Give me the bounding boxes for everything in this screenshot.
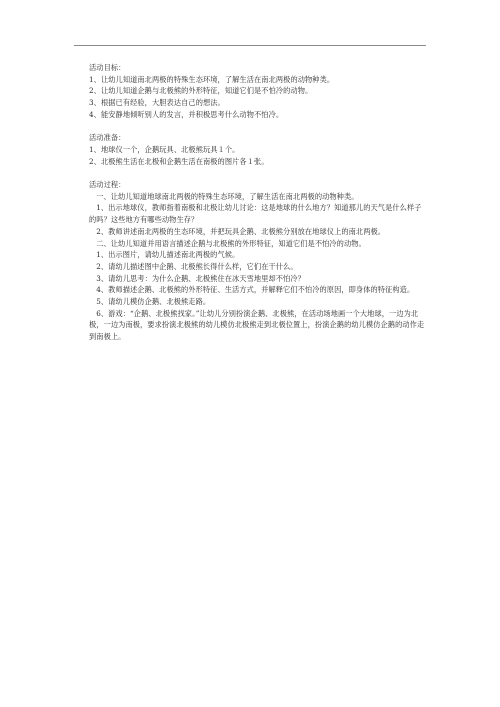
process-paragraph-6: 2、请幼儿描述图中企鹅、北极熊长得什么样，它们在干什么。 [96, 261, 298, 271]
process-paragraph-10: 6、游戏：“企鹅、北极熊找家。”让幼儿分别扮演企鹅、北极熊，在活动场地画一个大地球，一边为北极，一边为南极，要求扮演北极熊的幼儿模仿北极熊走到北极位置上，扮演企鹅的幼儿模仿企鹅的动作走到南极上。 [89, 308, 425, 342]
header-rule [74, 45, 426, 46]
objectives-section [89, 62, 427, 121]
preparation-item-2: 2、北极熊生活在北极和企鹅生活在南极的图片各１张。 [89, 156, 269, 166]
preparation-section [89, 132, 427, 167]
process-paragraph-3: 2、教师讲述南北两极的生态环境，并把玩具企鹅、北极熊分别放在地球仪上的南北两极。 [96, 226, 386, 236]
process-paragraph-5: 1、出示图片，请幼儿描述南北两极的气候。 [96, 250, 240, 260]
objective-item-1: 1、让幼儿知道南北两极的特殊生态环境，了解生活在南北两极的动物种类。 [89, 74, 335, 84]
process-paragraph-4: 二、让幼儿知道并用语言描述企鹅与北极熊的外形特征，知道它们是不怕冷的动物。 [96, 238, 366, 248]
process-paragraph-7: 3、请幼儿思考：为什么企鹅、北极熊住在冰天雪地里却不怕冷？ [96, 273, 305, 283]
document-body [89, 62, 427, 355]
process-paragraph-9: 5、请幼儿模仿企鹅、北极熊走路。 [96, 297, 211, 307]
process-paragraph-1: 一、让幼儿知道地球南北两极的特殊生态环境，了解生活在南北两极的动物种类。 [96, 191, 359, 201]
preparation-title: 活动准备： [89, 133, 126, 143]
process-title: 活动过程： [89, 180, 126, 189]
objectives-title: 活动目标： [89, 63, 126, 72]
objective-item-4: 4、能安静地倾听别人的发言，并积极思考什么动物不怕冷。 [89, 109, 284, 119]
objective-item-2: 2、让幼儿知道企鹅与北极熊的外形特征，知道它们是不怕冷的动物。 [89, 86, 313, 96]
process-section [89, 179, 427, 343]
preparation-item-1: 1、地球仪一个，企鹅玩具、北极熊玩具１个。 [89, 144, 240, 154]
process-paragraph-8: 4、教师描述企鹅、北极熊的外形特征、生活方式，并解释它们不怕冷的原因，即身体的特征构造。 [96, 285, 415, 295]
process-paragraph-2: 1、出示地球仪，教师指着南极和北极让幼儿讨论：这是地球的什么地方？知道那儿的天气是什么样子的吗？这些地方有哪些动物生存？ [89, 203, 422, 225]
objective-item-3: 3、根据已有经验，大胆表达自己的想法。 [89, 98, 225, 108]
